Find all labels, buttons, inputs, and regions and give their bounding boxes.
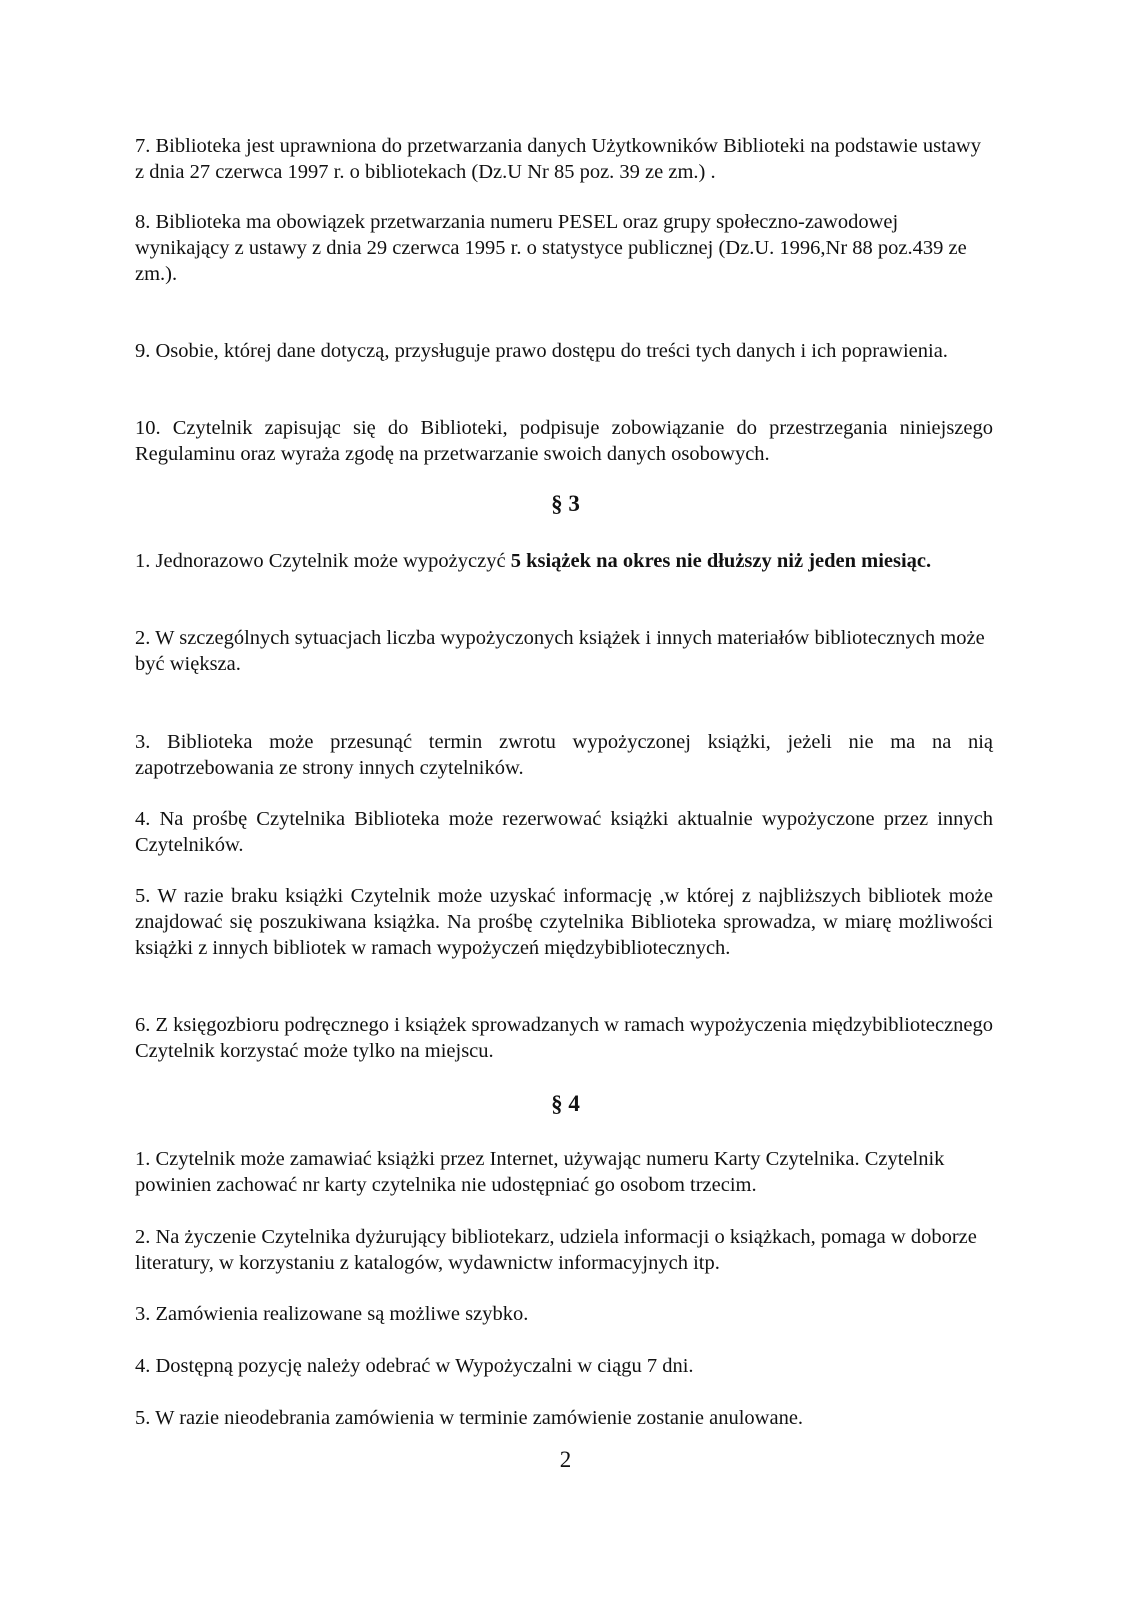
- paragraph-4-1: 1. Czytelnik może zamawiać książki przez Internet, używając numeru Karty Czytelnika. Czytelnik powinien zachować nr karty czytelnika nie udostępniać go osobom trzecim.: [135, 1148, 945, 1196]
- section-3-heading: § 3: [551, 491, 580, 516]
- paragraph-3-5: 5. W razie braku książki Czytelnik może uzyskać informację ,w której z najbliższych bibliotek może znajdować się poszukiwana książka. Na prośbę czytelnika Biblioteka sprowadza, w miarę możliwości książki z innych bibliotek w ramach wypożyczeń międzybibliotecznych.: [135, 885, 993, 959]
- paragraph-2-10: 10. Czytelnik zapisując się do Biblioteki, podpisuje zobowiązanie do przestrzegania niniejszego Regulaminu oraz wyraża zgodę na przetwarzanie swoich danych osobowych.: [135, 417, 993, 465]
- paragraph-3-4: 4. Na prośbę Czytelnika Biblioteka może rezerwować książki aktualnie wypożyczone przez innych Czytelników.: [135, 808, 993, 856]
- paragraph-4-5: 5. W razie nieodebrania zamówienia w terminie zamówienie zostanie anulowane.: [135, 1407, 804, 1429]
- paragraph-2-7: 7. Biblioteka jest uprawniona do przetwarzania danych Użytkowników Biblioteki na podstawie ustawy z dnia 27 czerwca 1997 r. o bibliotekach (Dz.U Nr 85 poz. 39 ze zm.) .: [135, 135, 981, 183]
- paragraph-2-8: 8. Biblioteka ma obowiązek przetwarzania numeru PESEL oraz grupy społeczno-zawodowej wynikający z ustawy z dnia 29 czerwca 1995 r. o statystyce publicznej (Dz.U. 1996,Nr 88 poz.439 ze zm.).: [135, 211, 967, 285]
- paragraph-4-2: 2. Na życzenie Czytelnika dyżurujący bibliotekarz, udziela informacji o książkach, pomaga w doborze literatury, w korzystaniu z katalogów, wydawnictw informacyjnych itp.: [135, 1226, 977, 1274]
- paragraph-3-3: 3. Biblioteka może przesunąć termin zwrotu wypożyczonej książki, jeżeli nie ma na nią zapotrzebowania ze strony innych czytelników.: [135, 731, 993, 779]
- paragraph-3-1-text: 1. Jednorazowo Czytelnik może wypożyczyć: [135, 550, 511, 572]
- paragraph-4-3: 3. Zamówienia realizowane są możliwe szybko.: [135, 1303, 529, 1325]
- paragraph-3-2: 2. W szczególnych sytuacjach liczba wypożyczonych książek i innych materiałów bibliotecznych może być większa.: [135, 627, 985, 675]
- section-4-heading: § 4: [551, 1091, 580, 1116]
- paragraph-3-6: 6. Z księgozbioru podręcznego i książek sprowadzanych w ramach wypożyczenia międzybibliotecznego Czytelnik korzystać może tylko na miejscu.: [135, 1014, 993, 1062]
- paragraph-2-9: 9. Osobie, której dane dotyczą, przysługuje prawo dostępu do treści tych danych i ich poprawienia.: [135, 340, 948, 362]
- page-number: 2: [559, 1447, 572, 1472]
- paragraph-4-4: 4. Dostępną pozycję należy odebrać w Wypożyczalni w ciągu 7 dni.: [135, 1355, 694, 1377]
- paragraph-3-1: [135, 548, 993, 574]
- paragraph-3-1-bold: 5 książek na okres nie dłuższy niż jeden miesiąc.: [510, 550, 932, 572]
